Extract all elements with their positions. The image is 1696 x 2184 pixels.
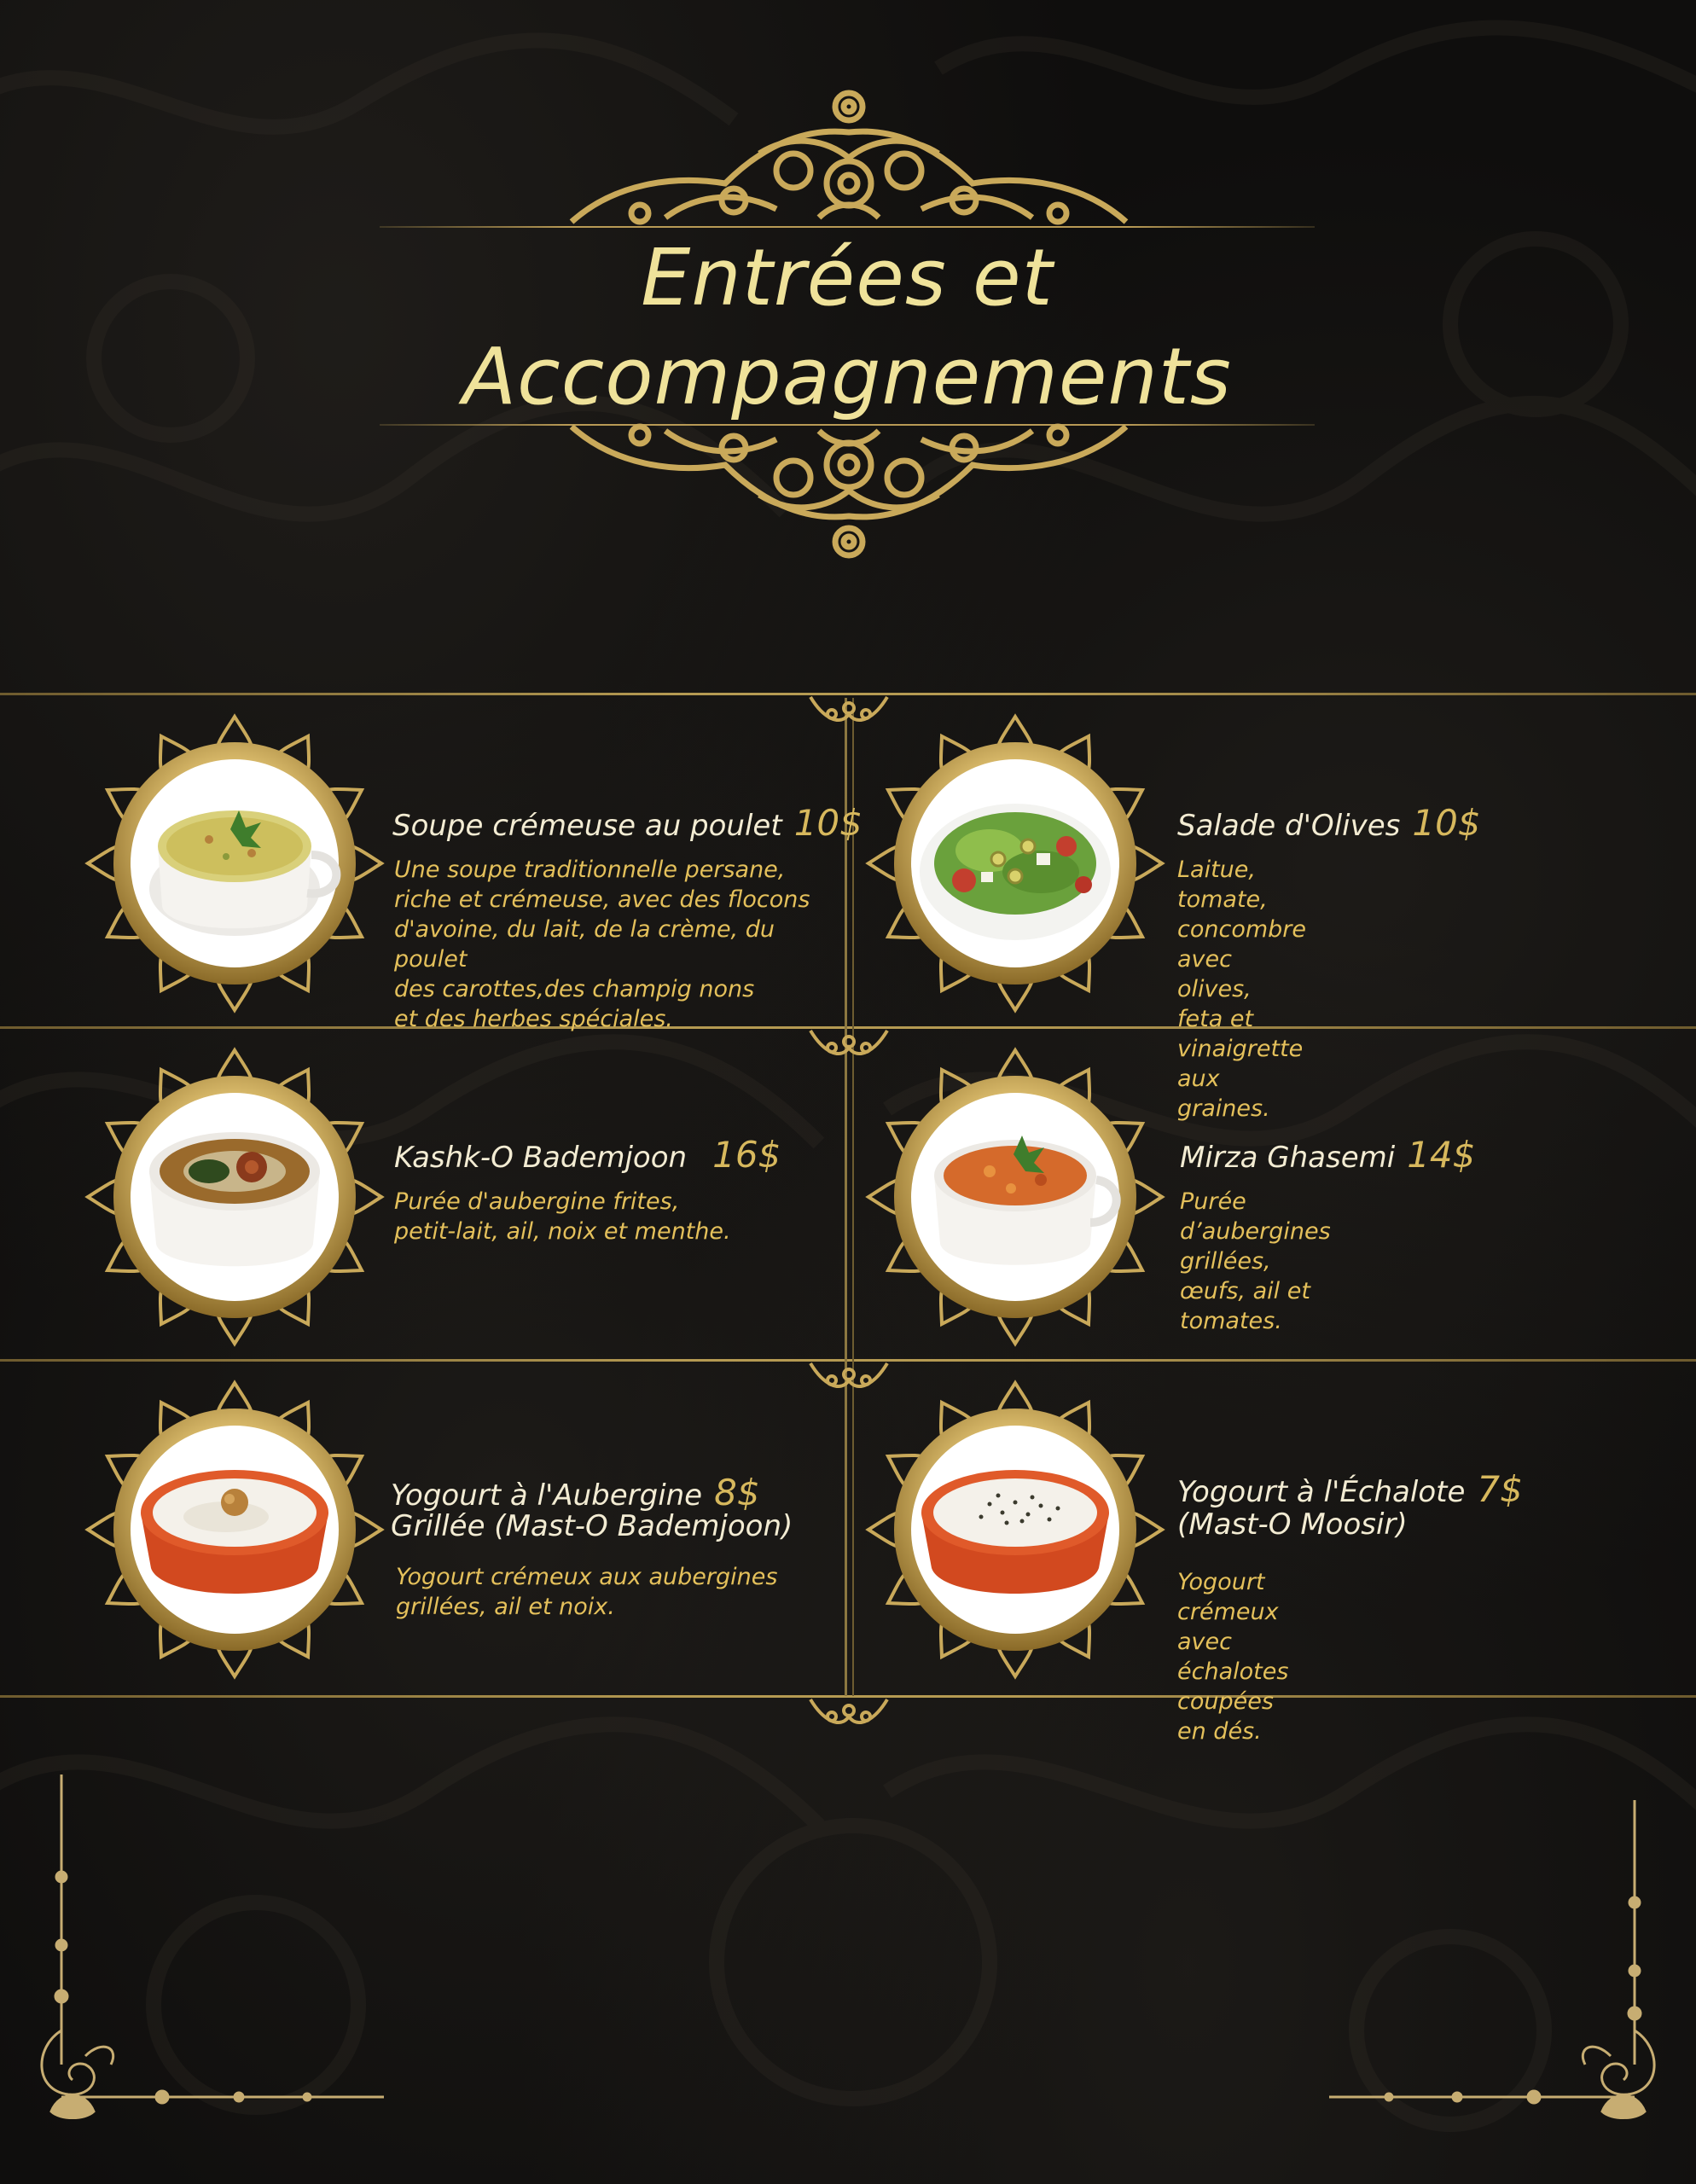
item-price: 7$ — [1477, 1468, 1523, 1510]
item-name-line2: (Mast-O Moosir) — [1177, 1507, 1408, 1542]
item-name: Kashk-O Bademjoon — [394, 1141, 688, 1175]
item-title-row — [1177, 1468, 1523, 1510]
item-price: 10$ — [1412, 802, 1481, 844]
item-name: Soupe crémeuse au poulet — [392, 809, 782, 843]
ornament-top-icon — [537, 81, 1160, 230]
ornament-bottom-icon — [537, 418, 1160, 567]
item-title-row — [1177, 802, 1481, 844]
page-title-line2: Accompagnements — [462, 331, 1232, 422]
dish-medallion — [862, 1043, 1169, 1350]
item-description: Purée d'aubergine frites, petit-lait, ail, noix et menthe. — [394, 1188, 731, 1245]
item-price: 16$ — [712, 1134, 781, 1176]
corner-ornament-left-icon — [26, 1774, 401, 2133]
dish-medallion — [862, 710, 1169, 1017]
item-price: 8$ — [714, 1472, 760, 1513]
yogurt-shallot-bowl-icon — [921, 1470, 1109, 1594]
divider-ornament-icon — [802, 1695, 896, 1738]
title-rule-top — [380, 226, 1315, 228]
menu-item — [0, 701, 1481, 1122]
salad-plate-icon — [920, 804, 1111, 940]
item-description: Yogourt crémeux aux aubergines grillées, ail et noix. — [396, 1564, 778, 1620]
item-description: Laitue, tomate, concombre avec olives, feta et vinaigrette aux graines. — [1177, 857, 1306, 1122]
item-name: Yogourt à l'Aubergine — [391, 1478, 703, 1513]
item-name: Yogourt à l'Échalote — [1177, 1475, 1466, 1509]
page-title-line1: Entrées et — [641, 232, 1054, 323]
item-price: 14$ — [1407, 1134, 1476, 1176]
item-description: Yogourt crémeux avec échalotes coupées en dés. — [1177, 1569, 1289, 1745]
menu-header — [0, 0, 1696, 580]
item-name: Mirza Ghasemi — [1180, 1141, 1396, 1175]
item-name: Salade d'Olives — [1177, 809, 1401, 843]
item-title-row-2 — [1177, 1507, 1408, 1542]
divider-vertical-inner — [852, 698, 854, 1696]
item-price: 10$ — [793, 802, 863, 844]
page-title — [380, 229, 1315, 427]
divider-vertical — [845, 698, 847, 1696]
menu-item — [0, 1368, 1523, 1745]
item-title-row — [1180, 1134, 1475, 1176]
item-description: Purée d’aubergines grillées, œufs, ail et tomates. — [1180, 1188, 1331, 1334]
corner-ornament-right-icon — [1295, 1774, 1670, 2133]
dish-medallion — [862, 1376, 1169, 1683]
item-name-line2: Grillée (Mast-O Bademjoon) — [391, 1509, 793, 1543]
item-description: Une soupe traditionnelle persane, riche et crémeuse, avec des flocons d'avoine, du lait, de la crème, du poulet des carottes,des champig nons et des herbes spéciales. — [394, 857, 810, 1032]
menu-item — [0, 1035, 1476, 1359]
